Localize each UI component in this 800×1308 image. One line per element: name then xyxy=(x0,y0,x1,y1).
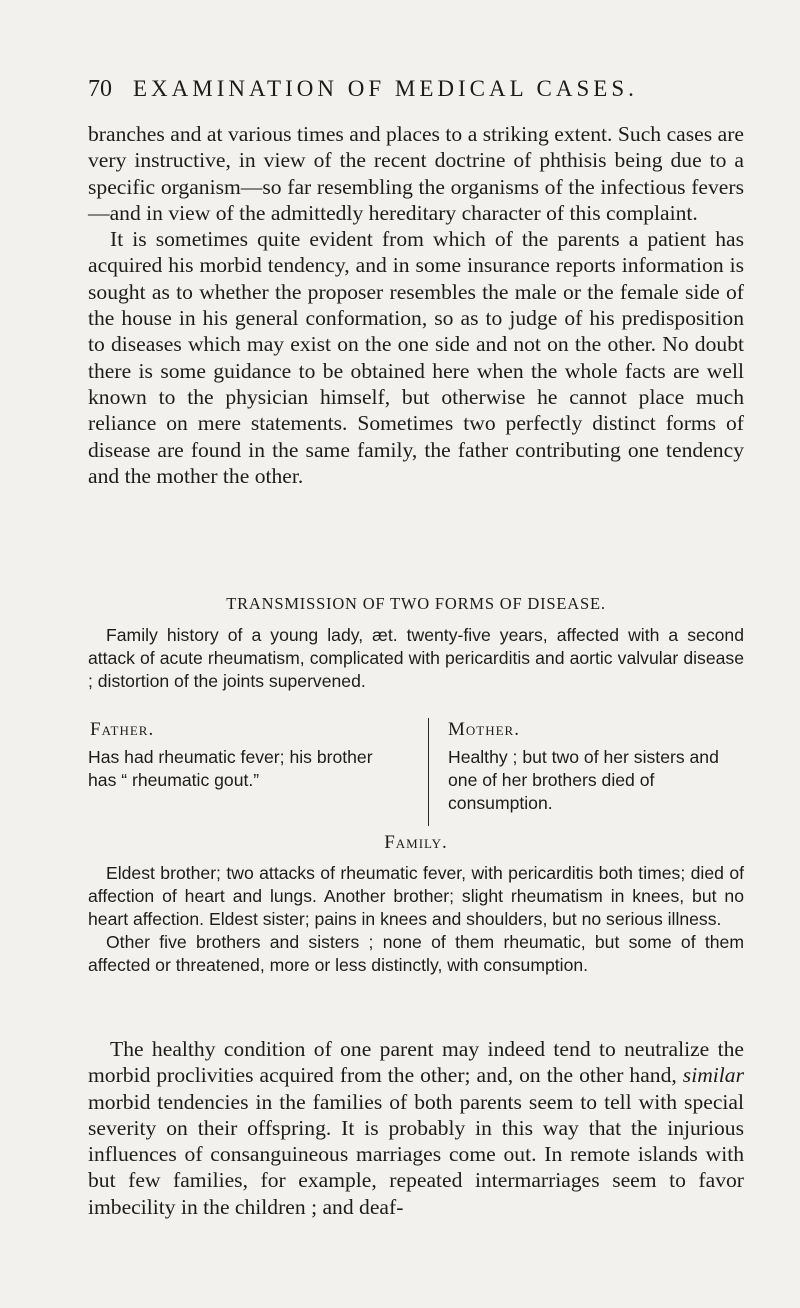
father-heading: Father. xyxy=(90,719,155,740)
parents-table xyxy=(88,718,744,830)
main-text-top xyxy=(88,121,744,489)
section-title: TRANSMISSION OF TWO FORMS OF DISEASE. xyxy=(226,594,606,613)
mother-text: Healthy ; but two of her sisters and one of her brothers died of consumption. xyxy=(448,747,719,813)
mother-column xyxy=(448,718,744,815)
family-details xyxy=(88,862,744,977)
main-text-bottom xyxy=(88,1036,744,1220)
paragraph-part-1: The healthy condition of one parent may indeed tend to neutralize the morbid proclivities acquired from the other; and, on the other hand, xyxy=(88,1037,744,1088)
running-title: EXAMINATION OF MEDICAL CASES. xyxy=(133,76,638,101)
case-history-text: Family history of a young lady, æt. twenty-five years, affected with a second attack of acute rheumatism, complicated with pericarditis and aortic valvular disease ; distortion of the joints supervened. xyxy=(88,625,744,691)
paragraph-part-2: morbid tendencies in the families of both parents seem to tell with special severity on their offspring. It is probably in this way that the injurious influences of consanguineous marriages come out. In remote islands with but few families, for example, repeated intermarriages seem to favor imbecility in the children ; and deaf- xyxy=(88,1089,744,1219)
family-detail-siblings: Eldest brother; two attacks of rheumatic fever, with pericarditis both times; died of affection of heart and lungs. Another brother; slight rheumatism in knees, but no heart affection. Eldest sister; pains in knees and shoulders, but no serious illness. xyxy=(88,863,744,929)
paragraph-continuation: branches and at various times and places to a striking extent. Such cases are very instructive, in view of the recent doctrine of phthisis being due to a specific organism—so far resembling the organisms of the infectious fevers—and in view of the admittedly hereditary character of this complaint. xyxy=(88,122,744,225)
father-text: Has had rheumatic fever; his brother has “ rheumatic gout.” xyxy=(88,747,373,790)
family-detail-others: Other five brothers and sisters ; none of them rheumatic, but some of them affected or threatened, more or less distinctly, with consumption. xyxy=(88,932,744,975)
mother-heading: Mother. xyxy=(448,719,520,740)
paragraph-parents-tendency: It is sometimes quite evident from which of the parents a patient has acquired his morbid tendency, and in some insurance reports information is sought as to whether the proposer resembles the male or the female side of the house in his general conformation, so as to judge of his predisposition to diseases which may exist on the one side and not on the other. No doubt there is some guidance to be obtained here when the whole facts are well known to the physician himself, but otherwise he cannot place much reliance on mere statements. Sometimes two perfectly distinct forms of disease are found in the same family, the father contributing one tendency and the mother the other. xyxy=(88,227,744,488)
italic-word: similar xyxy=(682,1063,744,1088)
running-head xyxy=(88,76,738,106)
page-number: 70 xyxy=(88,76,112,102)
father-column xyxy=(88,718,398,792)
column-divider xyxy=(428,718,429,826)
family-heading: Family. xyxy=(384,832,448,853)
case-history xyxy=(88,624,744,693)
paragraph-healthy-parent xyxy=(88,1036,744,1220)
